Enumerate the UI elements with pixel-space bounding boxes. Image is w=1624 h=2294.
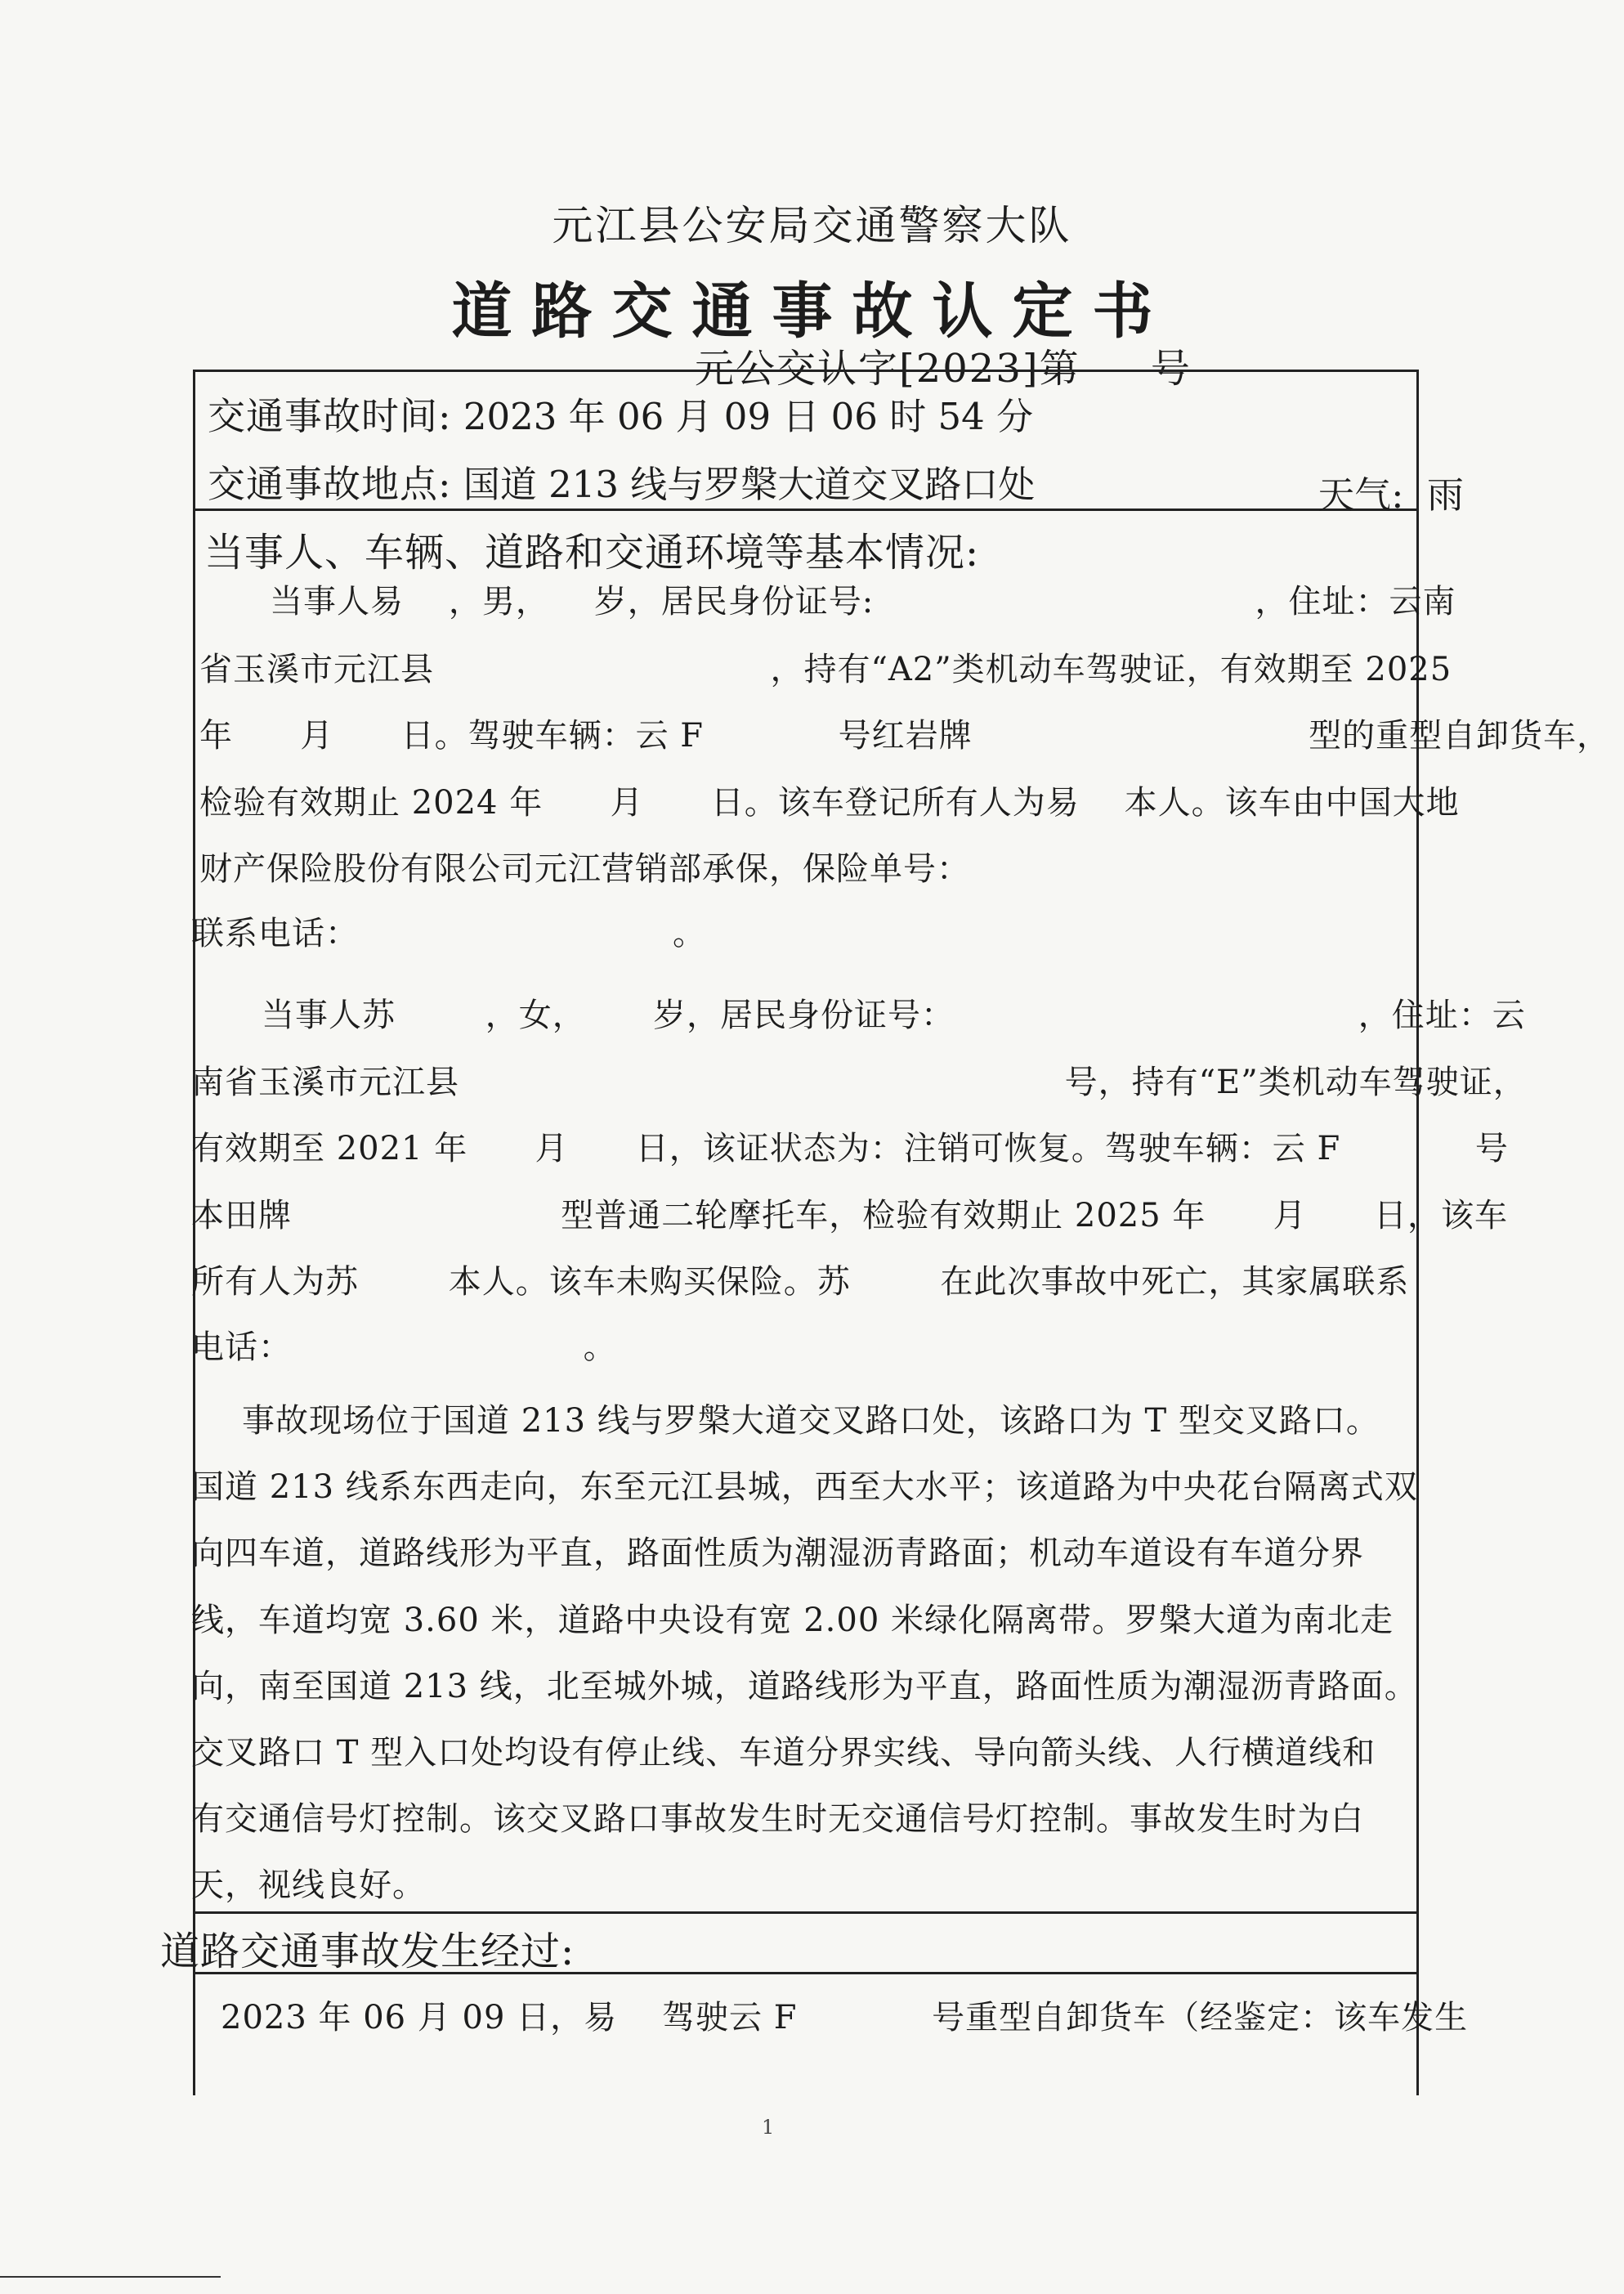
body-line: 南省玉溪市元江县 号，持有“E”类机动车驾驶证， — [191, 1064, 1527, 1101]
body-line: 当事人易 ，男， 岁，居民身份证号: ，住址：云南 — [270, 583, 1456, 621]
accident-place-row — [208, 455, 1035, 509]
accident-place-value: 国道 213 线与罗槃大道交叉路口处 — [463, 463, 1036, 506]
body-line: 交叉路口 T 型入口处均设有停止线、车道分界实线、导向箭头线、人行横道线和 — [191, 1734, 1376, 1772]
body-line: 电话： 。 — [191, 1328, 617, 1366]
body-line: 检验有效期止 2024 年 月 日。该车登记所有人为易 本人。该车由中国大地 — [199, 784, 1460, 822]
body-line: 联系电话： 。 — [191, 915, 707, 952]
body-line: 事故现场位于国道 213 线与罗槃大道交叉路口处，该路口为 T 型交叉路口。 — [242, 1402, 1380, 1440]
body-line: 本田牌 型普通二轮摩托车，检验有效期止 2025 年 月 日，该车 — [191, 1197, 1508, 1234]
footer-rule — [0, 2276, 221, 2278]
section-basic-info-heading: 当事人、车辆、道路和交通环境等基本情况: — [204, 530, 980, 576]
accident-time-value: 2023 年 06 月 09 日 06 时 54 分 — [463, 395, 1034, 438]
accident-time-label: 交通事故时间: — [208, 394, 452, 438]
document-number: 元公交认字[2023]第 号 — [695, 346, 1192, 392]
body-line: 国道 213 线系东西走向，东至元江县城，西至大水平；该道路为中央花台隔离式双 — [191, 1468, 1418, 1506]
body-line: 有交通信号灯控制。该交叉路口事故发生时无交通信号灯控制。事故发生时为白 — [191, 1800, 1364, 1838]
document-title: 道路交通事故认定书 — [451, 276, 1173, 347]
section-accident-process-heading: 道路交通事故发生经过: — [160, 1929, 575, 1974]
divider-line — [193, 1911, 1416, 1914]
body-line: 当事人苏 ，女， 岁，居民身份证号： ，住址：云 — [262, 997, 1526, 1034]
body-line: 天，视线良好。 — [191, 1866, 426, 1904]
accident-time-row — [208, 387, 1033, 441]
divider-line — [193, 509, 1416, 511]
weather-label: 天气: — [1318, 473, 1404, 517]
agency-name: 元江县公安局交通警察大队 — [552, 202, 1072, 249]
body-line: 线，车道均宽 3.60 米，道路中央设有宽 2.00 米绿化隔离带。罗槃大道为南北走 — [191, 1602, 1394, 1639]
weather-value: 雨 — [1427, 473, 1465, 517]
body-line: 所有人为苏 本人。该车未购买保险。苏 在此次事故中死亡，其家属联系 — [191, 1263, 1410, 1301]
body-line: 财产保险股份有限公司元江营销部承保，保险单号： — [199, 850, 970, 888]
body-line: 向，南至国道 213 线，北至城外城，道路线形为平直，路面性质为潮湿沥青路面。 — [191, 1668, 1418, 1705]
weather-row — [1271, 422, 1464, 562]
body-line: 省玉溪市元江县 ，持有“A2”类机动车驾驶证，有效期至 2025 — [199, 651, 1452, 688]
body-line: 有效期至 2021 年 月 日，该证状态为：注销可恢复。驾驶车辆：云 F 号 — [191, 1130, 1509, 1167]
body-line: 2023 年 06 月 09 日，易 驾驶云 F 号重型自卸货车（经鉴定：该车发生 — [221, 1999, 1469, 2036]
accident-place-label: 交通事故地点: — [208, 462, 452, 506]
page-mark: 1 — [762, 2116, 775, 2139]
body-line: 年 月 日。驾驶车辆：云 F 号红岩牌 型的重型自卸货车， — [199, 717, 1611, 755]
body-line: 向四车道，道路线形为平直，路面性质为潮湿沥青路面；机动车道设有车道分界 — [191, 1535, 1364, 1572]
